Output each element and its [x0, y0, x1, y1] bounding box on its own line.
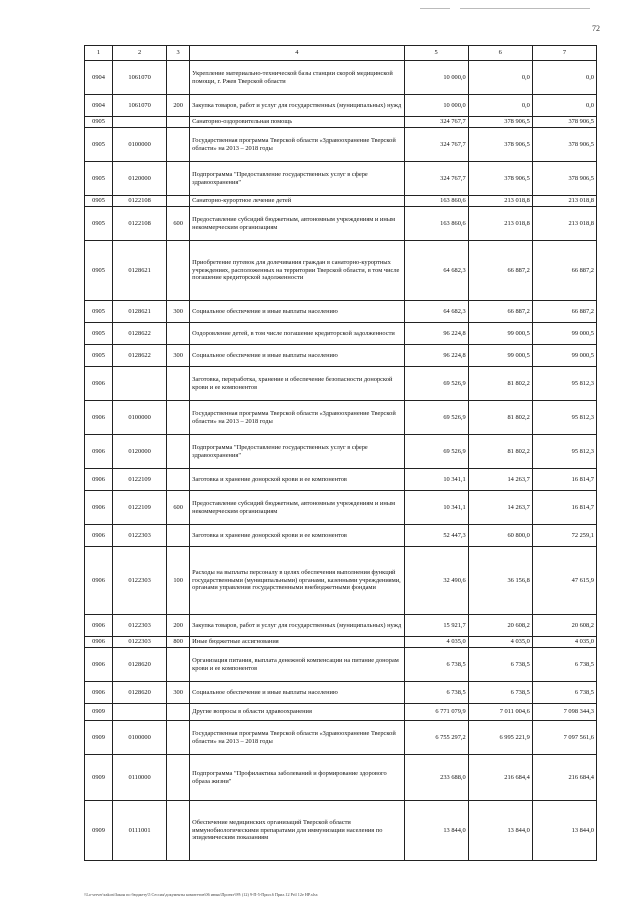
amount-year2-cell: 66 887,2	[468, 241, 532, 301]
target-article-cell: 0122108	[113, 207, 167, 241]
amount-year1-cell: 163 860,6	[404, 207, 468, 241]
amount-year3-cell: 95 812,3	[532, 435, 596, 469]
amount-year1-cell: 163 860,6	[404, 196, 468, 207]
target-article-cell: 0110000	[113, 755, 167, 801]
expense-type-cell	[167, 721, 190, 755]
table-row	[85, 323, 597, 345]
section-code-cell: 0905	[85, 345, 113, 367]
amount-year3-cell: 95 812,3	[532, 367, 596, 401]
expense-type-cell	[167, 196, 190, 207]
target-article-cell: 0120000	[113, 162, 167, 196]
expense-type-cell	[167, 525, 190, 547]
target-article-cell: 0100000	[113, 401, 167, 435]
item-name-cell: Заготовка, переработка, хранение и обеспечение безопасности донорской крови и ее компонентов	[190, 367, 404, 401]
expense-type-cell: 100	[167, 547, 190, 615]
target-article-cell: 0100000	[113, 128, 167, 162]
amount-year2-cell: 7 011 004,6	[468, 704, 532, 721]
item-name-cell: Закупка товаров, работ и услуг для государственных (муниципальных) нужд	[190, 615, 404, 637]
table-row	[85, 547, 597, 615]
amount-year3-cell: 378 906,5	[532, 162, 596, 196]
expense-type-cell	[167, 61, 190, 95]
section-code-cell: 0905	[85, 128, 113, 162]
item-name-cell: Подпрограмма "Предоставление государственных услуг в сфере здравоохранения"	[190, 162, 404, 196]
amount-year2-cell: 81 802,2	[468, 401, 532, 435]
expense-type-cell	[167, 704, 190, 721]
amount-year1-cell: 10 341,1	[404, 491, 468, 525]
target-article-cell: 0122109	[113, 491, 167, 525]
section-code-cell: 0906	[85, 435, 113, 469]
target-article-cell	[113, 367, 167, 401]
amount-year1-cell: 10 341,1	[404, 469, 468, 491]
amount-year1-cell: 69 526,9	[404, 367, 468, 401]
amount-year2-cell: 99 000,5	[468, 345, 532, 367]
table-row	[85, 637, 597, 648]
target-article-cell: 0122303	[113, 637, 167, 648]
amount-year2-cell: 6 995 221,9	[468, 721, 532, 755]
item-name-cell: Государственная программа Тверской области «Здравоохранение Тверской области» на 2013 – 2018 годы	[190, 401, 404, 435]
column-header: 2	[113, 46, 167, 61]
table-row	[85, 704, 597, 721]
amount-year3-cell: 378 906,5	[532, 117, 596, 128]
amount-year2-cell: 20 608,2	[468, 615, 532, 637]
amount-year2-cell: 0,0	[468, 95, 532, 117]
amount-year2-cell: 378 906,5	[468, 162, 532, 196]
section-code-cell: 0904	[85, 95, 113, 117]
amount-year3-cell: 7 098 344,3	[532, 704, 596, 721]
item-name-cell: Организация питания, выплата денежной компенсации на питание донорам крови и ее компонентов	[190, 648, 404, 682]
item-name-cell: Укрепление материально-технической базы станции скорой медицинской помощи, г. Ржев Тверской области	[190, 61, 404, 95]
section-code-cell: 0906	[85, 615, 113, 637]
amount-year2-cell: 6 738,5	[468, 682, 532, 704]
amount-year2-cell: 4 035,0	[468, 637, 532, 648]
amount-year2-cell: 60 800,0	[468, 525, 532, 547]
amount-year2-cell: 213 018,8	[468, 196, 532, 207]
column-header: 7	[532, 46, 596, 61]
table-row	[85, 345, 597, 367]
table-row	[85, 615, 597, 637]
amount-year2-cell: 99 000,5	[468, 323, 532, 345]
item-name-cell: Иные бюджетные ассигнования	[190, 637, 404, 648]
amount-year1-cell: 69 526,9	[404, 401, 468, 435]
table-row	[85, 95, 597, 117]
amount-year1-cell: 233 688,0	[404, 755, 468, 801]
section-code-cell: 0906	[85, 491, 113, 525]
item-name-cell: Социальное обеспечение и иные выплаты населению	[190, 345, 404, 367]
target-article-cell: 0128620	[113, 648, 167, 682]
amount-year1-cell: 96 224,8	[404, 323, 468, 345]
amount-year1-cell: 4 035,0	[404, 637, 468, 648]
amount-year1-cell: 324 767,7	[404, 128, 468, 162]
target-article-cell: 1061070	[113, 95, 167, 117]
target-article-cell: 0111001	[113, 801, 167, 861]
amount-year1-cell: 6 755 297,2	[404, 721, 468, 755]
section-code-cell: 0906	[85, 682, 113, 704]
amount-year1-cell: 13 844,0	[404, 801, 468, 861]
amount-year2-cell: 81 802,2	[468, 367, 532, 401]
section-code-cell: 0909	[85, 755, 113, 801]
footer-file-path: \\Lo-server\zakon\Закон по бюджету\5 Сессия\документы комитетов\06 июнь\Проект\99\ (12) 9-П-5-Прил.6 Прил.12 Pril 12e НР.xlsx	[84, 892, 318, 897]
section-code-cell: 0905	[85, 196, 113, 207]
target-article-cell	[113, 704, 167, 721]
table-row	[85, 755, 597, 801]
amount-year2-cell: 81 802,2	[468, 435, 532, 469]
item-name-cell: Приобретение путевок для долечивания граждан в санаторно-курортных учреждениях, расположенных на территории Тверской области, в том числе погашение кредиторской задолженности	[190, 241, 404, 301]
amount-year2-cell: 378 906,5	[468, 117, 532, 128]
expense-type-cell	[167, 323, 190, 345]
item-name-cell: Предоставление субсидий бюджетным, автономным учреждениям и иным некоммерческим организациям	[190, 207, 404, 241]
amount-year2-cell: 213 018,8	[468, 207, 532, 241]
table-row	[85, 301, 597, 323]
amount-year1-cell: 6 738,5	[404, 648, 468, 682]
expense-type-cell	[167, 117, 190, 128]
expense-type-cell	[167, 648, 190, 682]
item-name-cell: Заготовка и хранение донорской крови и ее компонентов	[190, 525, 404, 547]
target-article-cell	[113, 117, 167, 128]
table-row	[85, 128, 597, 162]
section-code-cell: 0906	[85, 547, 113, 615]
amount-year3-cell: 378 906,5	[532, 128, 596, 162]
column-header: 1	[85, 46, 113, 61]
item-name-cell: Санаторно-курортное лечение детей	[190, 196, 404, 207]
section-code-cell: 0909	[85, 704, 113, 721]
section-code-cell: 0906	[85, 401, 113, 435]
amount-year3-cell: 213 018,8	[532, 207, 596, 241]
amount-year1-cell: 64 682,3	[404, 241, 468, 301]
expense-type-cell: 300	[167, 682, 190, 704]
target-article-cell: 0128621	[113, 241, 167, 301]
section-code-cell: 0906	[85, 525, 113, 547]
item-name-cell: Расходы на выплаты персоналу в целях обеспечения выполнения функций государственными (муниципальными) органами, казенными учреждениями, органами управления государственными внебюджетными фондами	[190, 547, 404, 615]
section-code-cell: 0905	[85, 323, 113, 345]
expense-type-cell: 800	[167, 637, 190, 648]
expense-type-cell	[167, 469, 190, 491]
item-name-cell: Обеспечение медицинских организаций Тверской области иммунобиологическими препаратами для иммунизации населения по эпидемическим показаниям	[190, 801, 404, 861]
amount-year3-cell: 13 844,0	[532, 801, 596, 861]
table-row	[85, 721, 597, 755]
target-article-cell: 0122109	[113, 469, 167, 491]
expense-type-cell	[167, 435, 190, 469]
table-row	[85, 525, 597, 547]
table-row	[85, 491, 597, 525]
expense-type-cell: 200	[167, 615, 190, 637]
amount-year3-cell: 99 000,5	[532, 345, 596, 367]
item-name-cell: Санаторно-оздоровительная помощь	[190, 117, 404, 128]
expense-type-cell	[167, 401, 190, 435]
amount-year2-cell: 36 156,8	[468, 547, 532, 615]
amount-year1-cell: 64 682,3	[404, 301, 468, 323]
section-code-cell: 0906	[85, 648, 113, 682]
amount-year1-cell: 324 767,7	[404, 162, 468, 196]
item-name-cell: Предоставление субсидий бюджетным, автономным учреждениям и иным некоммерческим организациям	[190, 491, 404, 525]
amount-year2-cell: 14 263,7	[468, 469, 532, 491]
item-name-cell: Другие вопросы в области здравоохранения	[190, 704, 404, 721]
target-article-cell: 0122303	[113, 547, 167, 615]
amount-year1-cell: 10 000,0	[404, 61, 468, 95]
amount-year3-cell: 72 259,1	[532, 525, 596, 547]
table-row	[85, 117, 597, 128]
table-row	[85, 207, 597, 241]
table-row	[85, 241, 597, 301]
target-article-cell: 0128620	[113, 682, 167, 704]
amount-year3-cell: 20 608,2	[532, 615, 596, 637]
amount-year3-cell: 95 812,3	[532, 401, 596, 435]
table-row	[85, 196, 597, 207]
item-name-cell: Закупка товаров, работ и услуг для государственных (муниципальных) нужд	[190, 95, 404, 117]
amount-year1-cell: 15 921,7	[404, 615, 468, 637]
section-code-cell: 0906	[85, 637, 113, 648]
section-code-cell: 0904	[85, 61, 113, 95]
column-number-header-row	[85, 46, 597, 61]
target-article-cell: 1061070	[113, 61, 167, 95]
amount-year1-cell: 10 000,0	[404, 95, 468, 117]
expense-type-cell: 200	[167, 95, 190, 117]
item-name-cell: Заготовка и хранение донорской крови и ее компонентов	[190, 469, 404, 491]
column-header: 3	[167, 46, 190, 61]
amount-year3-cell: 4 035,0	[532, 637, 596, 648]
expense-type-cell	[167, 801, 190, 861]
expense-type-cell: 600	[167, 491, 190, 525]
amount-year2-cell: 66 887,2	[468, 301, 532, 323]
table-row	[85, 648, 597, 682]
item-name-cell: Оздоровление детей, в том числе погашение кредиторской задолженности	[190, 323, 404, 345]
table-row	[85, 401, 597, 435]
expense-type-cell: 300	[167, 345, 190, 367]
table-row	[85, 801, 597, 861]
item-name-cell: Государственная программа Тверской области «Здравоохранение Тверской области» на 2013 – 2018 годы	[190, 721, 404, 755]
amount-year1-cell: 96 224,8	[404, 345, 468, 367]
budget-table	[84, 45, 597, 861]
table-row	[85, 435, 597, 469]
expense-type-cell	[167, 241, 190, 301]
amount-year2-cell: 0,0	[468, 61, 532, 95]
amount-year3-cell: 6 738,5	[532, 682, 596, 704]
section-code-cell: 0906	[85, 367, 113, 401]
amount-year2-cell: 14 263,7	[468, 491, 532, 525]
amount-year2-cell: 13 844,0	[468, 801, 532, 861]
amount-year3-cell: 66 887,2	[532, 241, 596, 301]
section-code-cell: 0905	[85, 301, 113, 323]
amount-year3-cell: 0,0	[532, 61, 596, 95]
amount-year1-cell: 32 490,6	[404, 547, 468, 615]
target-article-cell: 0128622	[113, 345, 167, 367]
table-row	[85, 682, 597, 704]
target-article-cell: 0128621	[113, 301, 167, 323]
amount-year3-cell: 16 814,7	[532, 469, 596, 491]
column-header: 5	[404, 46, 468, 61]
amount-year1-cell: 52 447,3	[404, 525, 468, 547]
section-code-cell: 0909	[85, 801, 113, 861]
amount-year2-cell: 378 906,5	[468, 128, 532, 162]
table-row	[85, 469, 597, 491]
scan-artifact-line	[460, 8, 590, 9]
item-name-cell: Государственная программа Тверской области «Здравоохранение Тверской области» на 2013 – 2018 годы	[190, 128, 404, 162]
item-name-cell: Социальное обеспечение и иные выплаты населению	[190, 301, 404, 323]
amount-year3-cell: 213 018,8	[532, 196, 596, 207]
target-article-cell: 0128622	[113, 323, 167, 345]
expense-type-cell: 300	[167, 301, 190, 323]
expense-type-cell	[167, 755, 190, 801]
expense-type-cell	[167, 128, 190, 162]
target-article-cell: 0100000	[113, 721, 167, 755]
scan-artifact-line	[420, 8, 450, 9]
table-row	[85, 367, 597, 401]
column-header: 6	[468, 46, 532, 61]
amount-year3-cell: 0,0	[532, 95, 596, 117]
amount-year1-cell: 6 771 079,9	[404, 704, 468, 721]
target-article-cell: 0122303	[113, 615, 167, 637]
amount-year1-cell: 69 526,9	[404, 435, 468, 469]
amount-year3-cell: 216 684,4	[532, 755, 596, 801]
amount-year3-cell: 16 814,7	[532, 491, 596, 525]
amount-year2-cell: 6 738,5	[468, 648, 532, 682]
target-article-cell: 0122108	[113, 196, 167, 207]
table-row	[85, 61, 597, 95]
item-name-cell: Подпрограмма "Профилактика заболеваний и формирование здорового образа жизни"	[190, 755, 404, 801]
section-code-cell: 0909	[85, 721, 113, 755]
amount-year3-cell: 7 097 561,6	[532, 721, 596, 755]
column-header: 4	[190, 46, 404, 61]
amount-year3-cell: 6 738,5	[532, 648, 596, 682]
amount-year3-cell: 66 887,2	[532, 301, 596, 323]
amount-year2-cell: 216 684,4	[468, 755, 532, 801]
amount-year1-cell: 324 767,7	[404, 117, 468, 128]
section-code-cell: 0905	[85, 162, 113, 196]
amount-year1-cell: 6 738,5	[404, 682, 468, 704]
item-name-cell: Социальное обеспечение и иные выплаты населению	[190, 682, 404, 704]
target-article-cell: 0122303	[113, 525, 167, 547]
section-code-cell: 0905	[85, 117, 113, 128]
section-code-cell: 0906	[85, 469, 113, 491]
amount-year3-cell: 47 615,9	[532, 547, 596, 615]
expense-type-cell	[167, 367, 190, 401]
expense-type-cell	[167, 162, 190, 196]
section-code-cell: 0905	[85, 207, 113, 241]
section-code-cell: 0905	[85, 241, 113, 301]
expense-type-cell: 600	[167, 207, 190, 241]
table-row	[85, 162, 597, 196]
table-body	[85, 61, 597, 861]
item-name-cell: Подпрограмма "Предоставление государственных услуг в сфере здравоохранения"	[190, 435, 404, 469]
page-number: 72	[592, 24, 600, 33]
target-article-cell: 0120000	[113, 435, 167, 469]
amount-year3-cell: 99 000,5	[532, 323, 596, 345]
